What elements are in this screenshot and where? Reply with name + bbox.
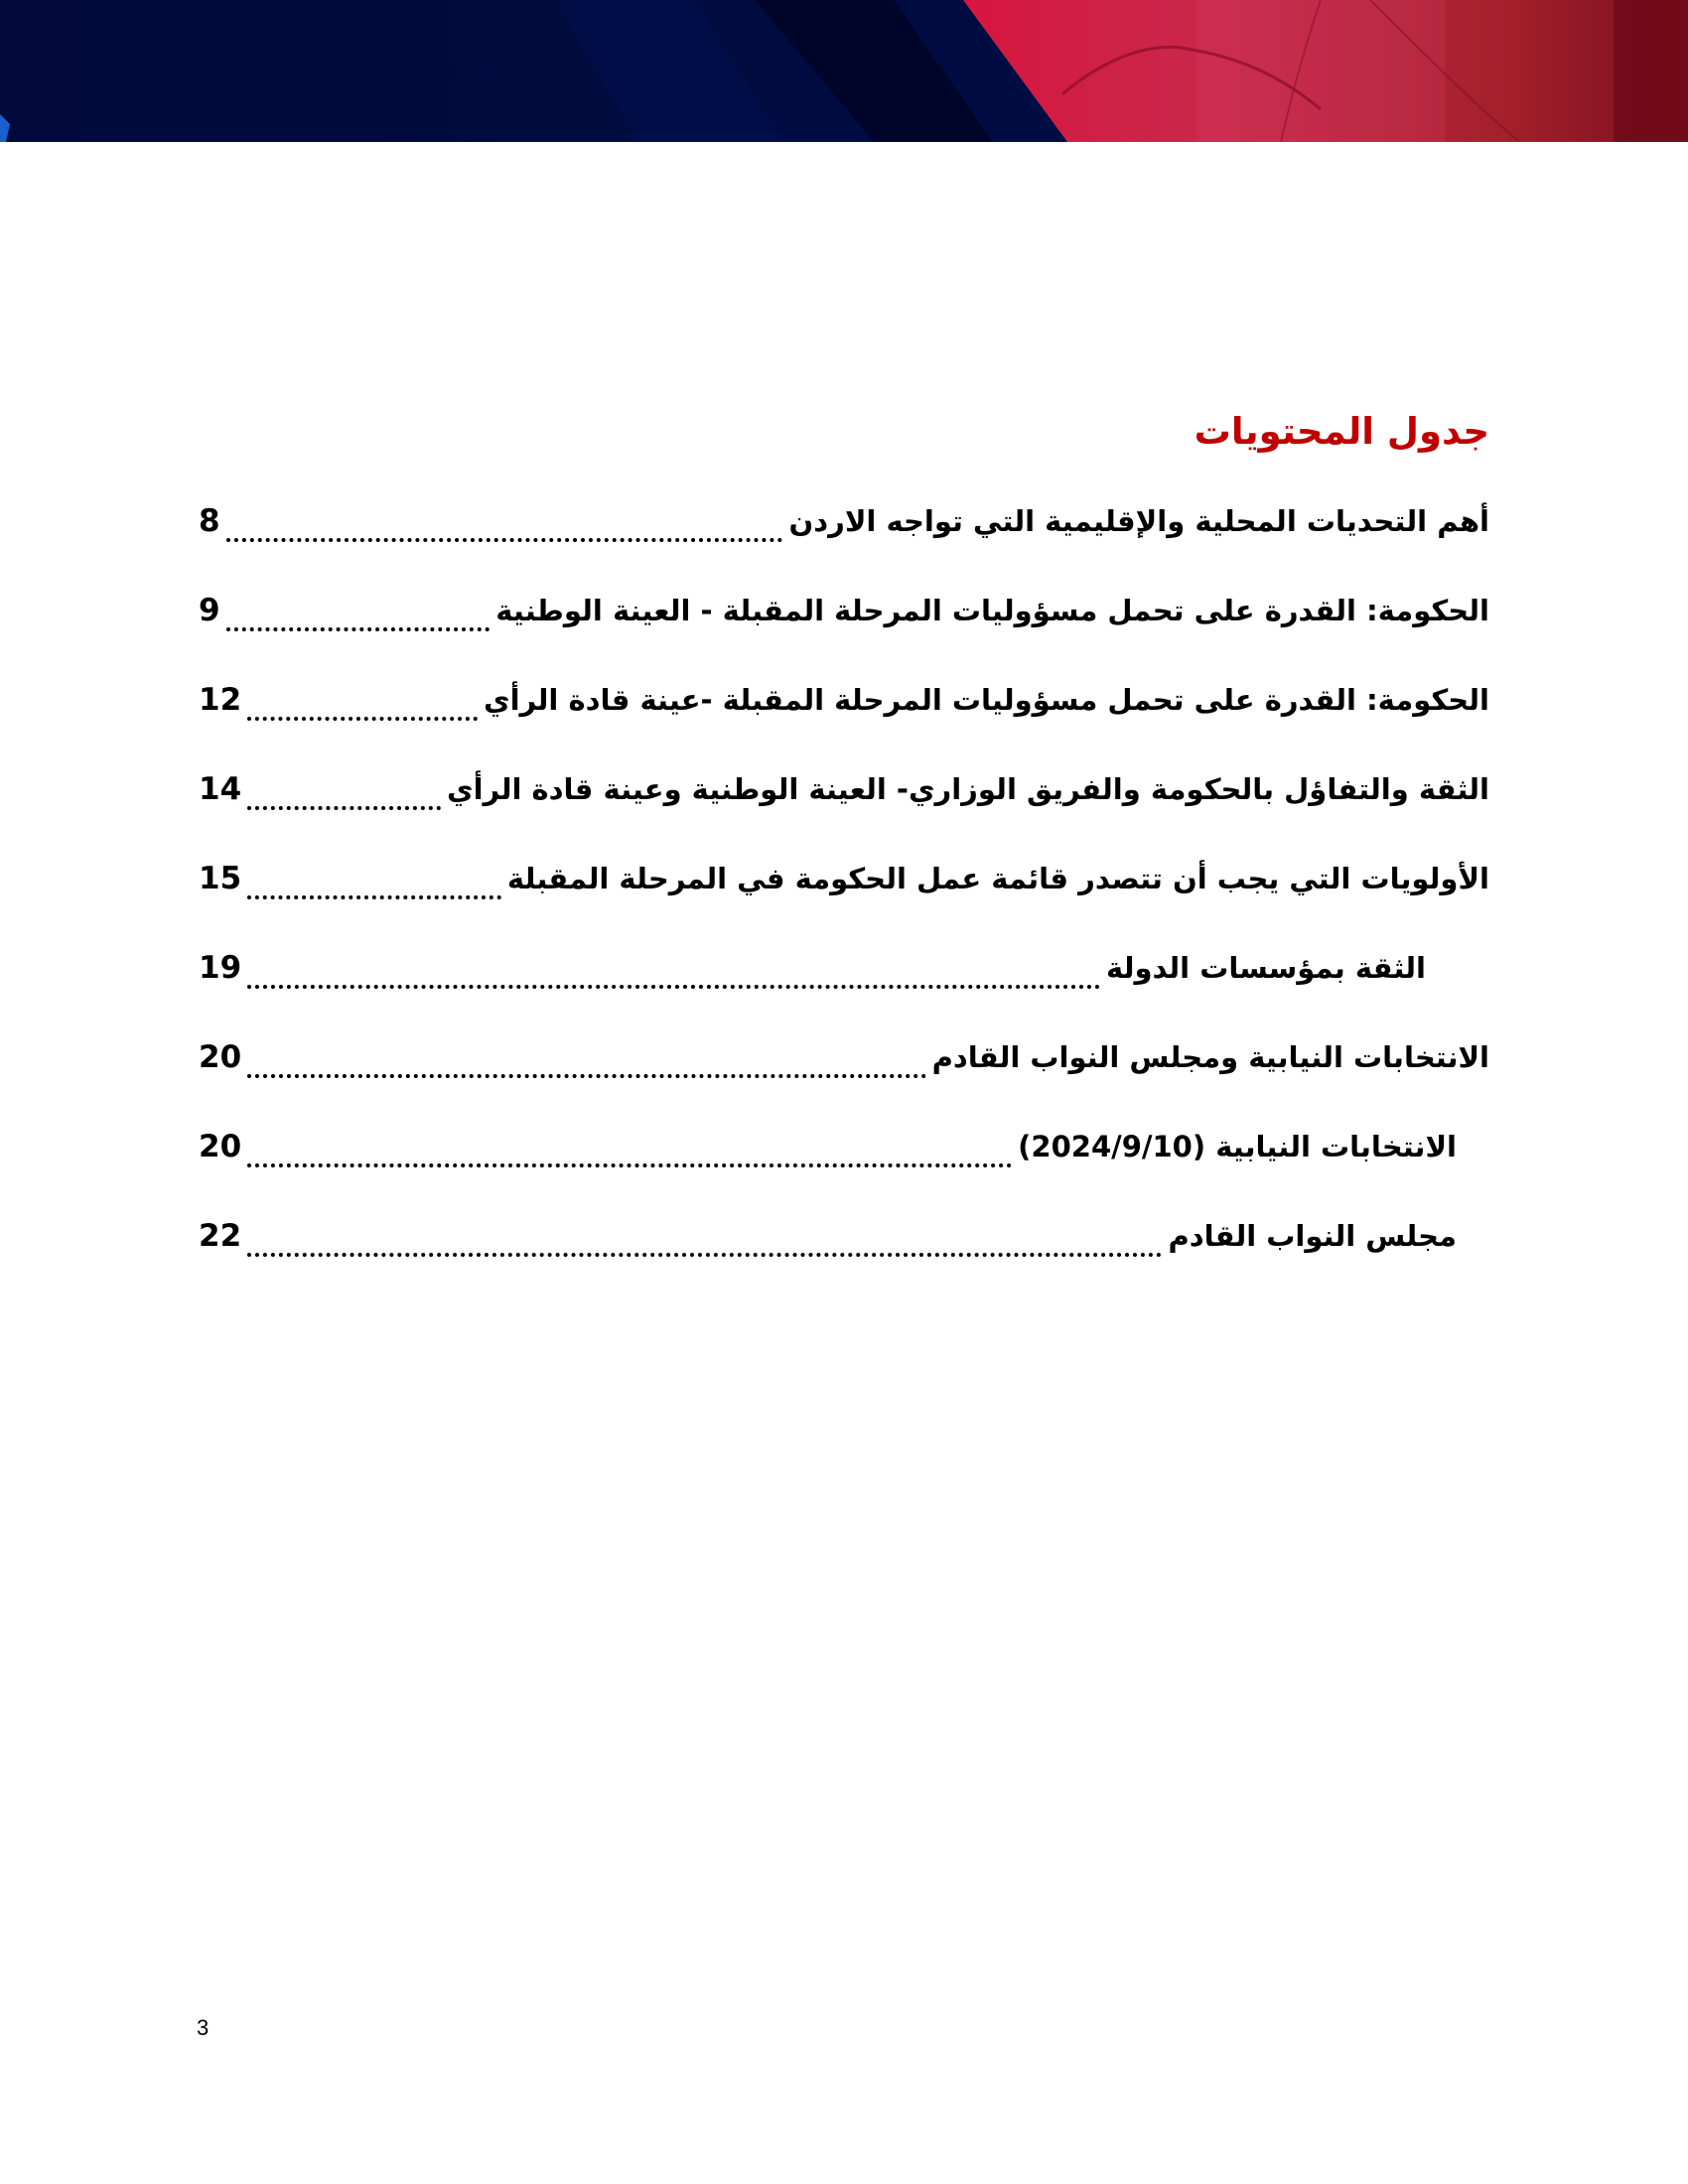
toc-entry-page: 8 [199, 503, 220, 539]
toc-entry-label: الانتخابات النيابية ومجلس النواب القادم [931, 1040, 1489, 1074]
banner-graphic [0, 0, 1688, 142]
dot-leader [226, 627, 491, 631]
toc-entry-page: 9 [199, 593, 220, 628]
toc-entry[interactable] [199, 839, 1489, 928]
toc-entry-page: 14 [199, 771, 242, 807]
toc-entry-page: 19 [199, 950, 242, 986]
dot-leader [247, 1074, 925, 1078]
dot-leader [247, 895, 501, 899]
toc-entry[interactable] [199, 750, 1489, 839]
toc-entry[interactable] [199, 1018, 1489, 1107]
toc-subentry[interactable] [199, 1107, 1489, 1196]
toc-subentry[interactable] [199, 928, 1489, 1018]
toc-entry-label: الحكومة: القدرة على تحمل مسؤوليات المرحلة المقبلة - العينة الوطنية [495, 594, 1489, 627]
toc-entry-label: الحكومة: القدرة على تحمل مسؤوليات المرحلة المقبلة -عينة قادة الرأي [483, 683, 1489, 717]
toc-entry[interactable] [199, 571, 1489, 660]
toc-subentry[interactable] [199, 1196, 1489, 1286]
dot-leader [247, 1163, 1012, 1167]
toc-entry-page: 20 [199, 1039, 242, 1075]
toc-entry[interactable] [199, 481, 1489, 571]
toc-entry-page: 20 [199, 1129, 242, 1164]
toc-entry-label: أهم التحديات المحلية والإقليمية التي تواجه الاردن [788, 504, 1489, 538]
page-number: 3 [197, 2015, 210, 2040]
dot-leader [247, 985, 1100, 989]
toc-entry-label: الانتخابات النيابية (2024/9/10) [1018, 1130, 1457, 1163]
header-banner [0, 0, 1688, 142]
dot-leader [226, 538, 783, 542]
table-of-contents [199, 402, 1489, 1286]
dot-leader [247, 1253, 1162, 1257]
toc-entry-label: مجلس النواب القادم [1168, 1219, 1457, 1253]
toc-entry-label: الثقة والتفاؤل بالحكومة والفريق الوزاري- العينة الوطنية وعينة قادة الرأي [447, 772, 1489, 806]
toc-entry-label: الثقة بمؤسسات الدولة [1106, 951, 1426, 985]
toc-entry-page: 22 [199, 1218, 242, 1254]
toc-title: جدول المحتويات [1194, 410, 1489, 453]
toc-entry[interactable] [199, 660, 1489, 750]
toc-entry-page: 12 [199, 682, 242, 718]
toc-entry-page: 15 [199, 861, 242, 896]
toc-entry-label: الأولويات التي يجب أن تتصدر قائمة عمل الحكومة في المرحلة المقبلة [506, 862, 1489, 895]
dot-leader [247, 717, 478, 721]
dot-leader [247, 806, 441, 810]
